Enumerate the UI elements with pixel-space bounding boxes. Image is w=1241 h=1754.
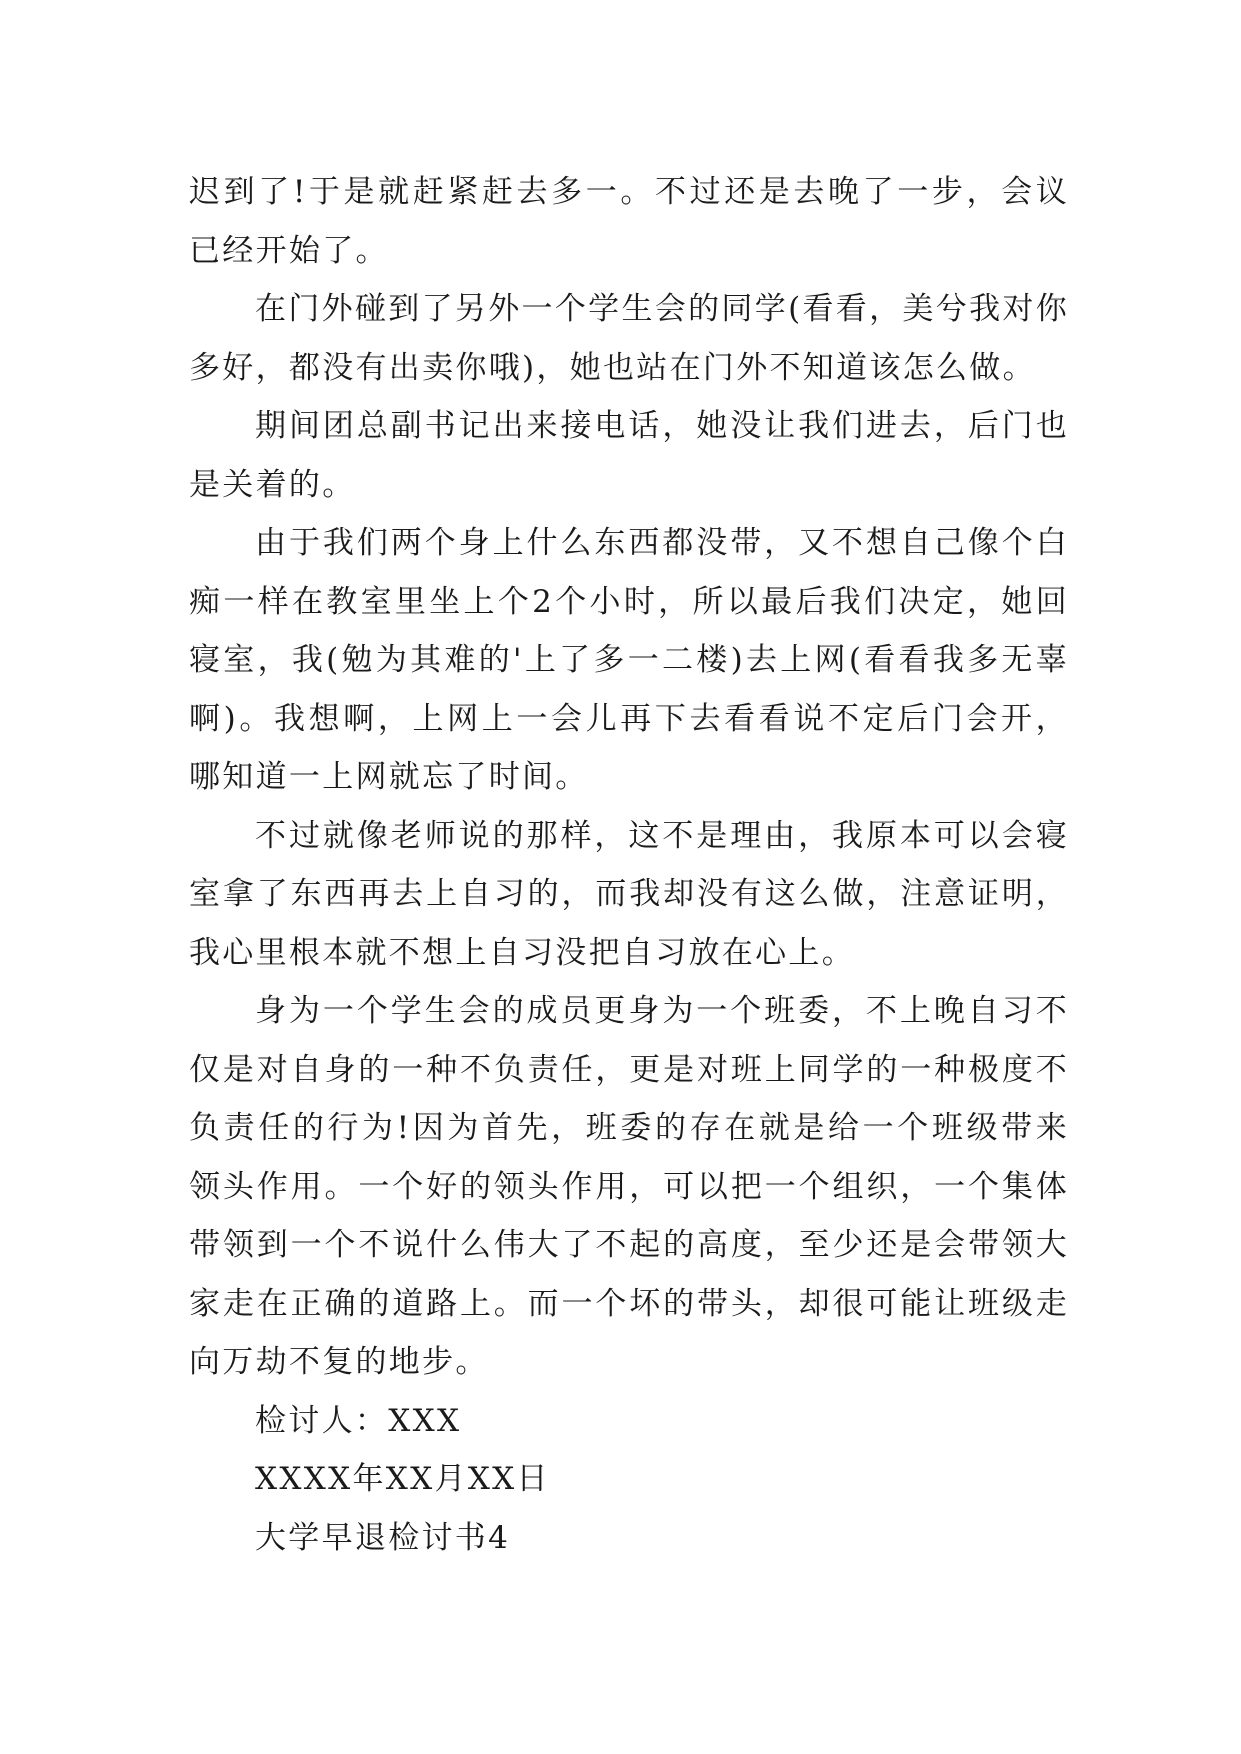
paragraph-5: 不过就像老师说的那样，这不是理由，我原本可以会寝室拿了东西再去上自习的，而我却没有这么做，注意证明，我心里根本就不想上自习没把自习放在心上。 (189, 817, 1069, 971)
paragraph-4: 由于我们两个身上什么东西都没带，又不想自己像个白痴一样在教室里坐上个2个小时，所以最后我们决定，她回寝室，我(勉为其难的'上了多一二楼)去上网(看看我多无辜啊)。我想啊，上网上一会儿再下去看看说不定后门会开，哪知道一上网就忘了时间。 (189, 525, 1069, 795)
document-body (189, 163, 1069, 1567)
paragraph-2: 在门外碰到了另外一个学生会的同学(看看，美兮我对你多好，都没有出卖你哦)，她也站在门外不知道该怎么做。 (189, 291, 1069, 386)
paragraph-6: 身为一个学生会的成员更身为一个班委，不上晚自习不仅是对自身的一种不负责任，更是对班上同学的一种极度不负责任的行为!因为首先，班委的存在就是给一个班级带来领头作用。一个好的领头作用，可以把一个组织，一个集体带领到一个不说什么伟大了不起的高度，至少还是会带领大家走在正确的道路上。而一个坏的带头，却很可能让班级走向万劫不复的地步。 (189, 993, 1069, 1380)
next-section-title: 大学早退检讨书4 (255, 1519, 511, 1556)
paragraph-1: 迟到了!于是就赶紧赶去多一。不过还是去晚了一步，会议已经开始了。 (189, 174, 1069, 269)
paragraph-3: 期间团总副书记出来接电话，她没让我们进去，后门也是关着的。 (189, 408, 1069, 503)
signer-line: 检讨人：XXX (255, 1402, 462, 1439)
date-line: XXXX年XX月XX日 (255, 1461, 550, 1497)
